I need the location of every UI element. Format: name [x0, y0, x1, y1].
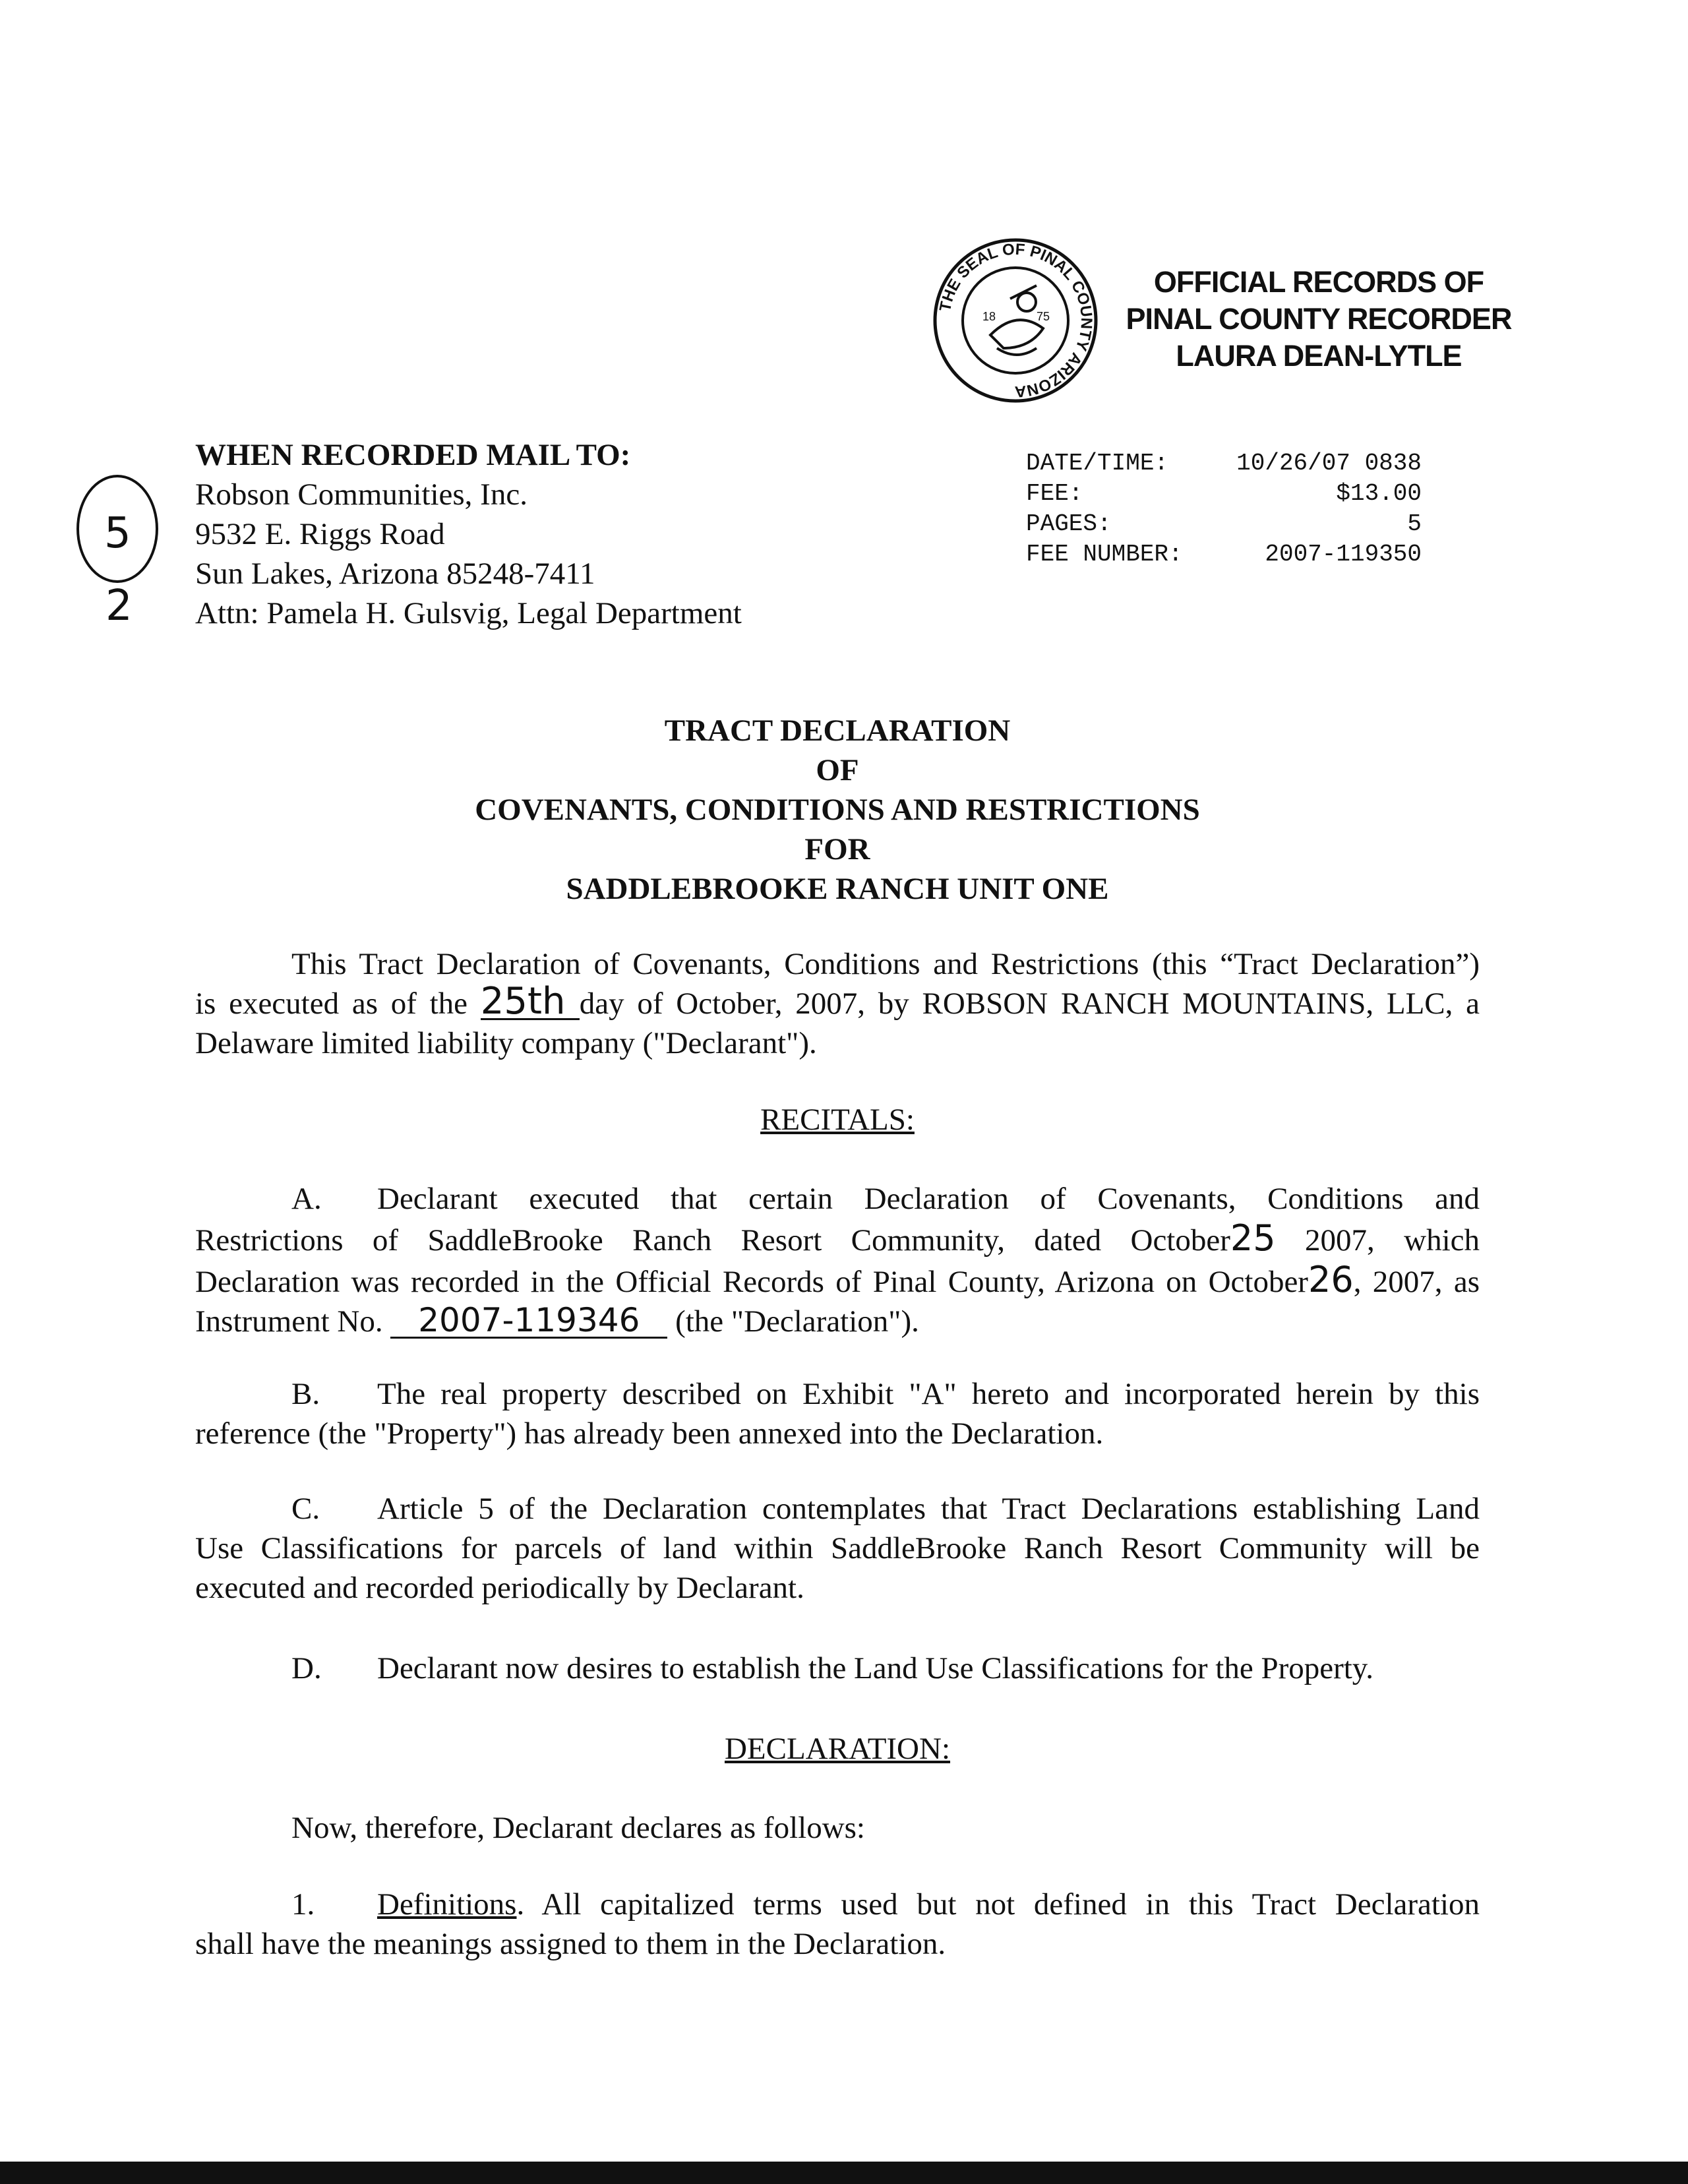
- recital-c-line-2: Use Classifications for parcels of land within SaddleBrooke Ranch Resort Community will be: [195, 1531, 1480, 1565]
- section-1-line-2: shall have the meanings assigned to them in the Declaration.: [195, 1927, 946, 1961]
- recorder-line-3: LAURA DEAN-LYTLE: [1176, 339, 1462, 373]
- recitals-heading: RECITALS:: [760, 1103, 915, 1137]
- intro-paragraph: [195, 944, 1480, 1063]
- section-1-line-1: 1. Definitions. All capitalized terms used but not defined in this Tract Declaration: [195, 1885, 1480, 1924]
- section-1-number: 1.: [291, 1887, 315, 1922]
- seal-year-left: 18: [982, 310, 996, 323]
- title-line-5: SADDLEBROOKE RANCH UNIT ONE: [566, 872, 1109, 906]
- scan-bottom-border: [0, 2162, 1688, 2184]
- record-fee-number-label: FEE NUMBER:: [1026, 541, 1183, 568]
- recital-b: [195, 1374, 1480, 1453]
- recital-c-line-1: C. Article 5 of the Declaration contemplates that Tract Declarations establishing Land: [195, 1489, 1480, 1529]
- recital-d-line-1: D. Declarant now desires to establish the Land Use Classifications for the Property.: [195, 1649, 1480, 1688]
- recital-b-line-1: B. The real property described on Exhibit "A" hereto and incorporated herein by this: [195, 1374, 1480, 1414]
- recital-a: [195, 1179, 1480, 1341]
- intro-line-3: Delaware limited liability company ("Declarant").: [195, 1026, 817, 1060]
- record-fee-number-row: [1026, 539, 1422, 570]
- title-line-4: FOR: [804, 832, 870, 866]
- recital-b-line-2: reference (the "Property") has already been annexed into the Declaration.: [195, 1416, 1104, 1451]
- record-fee-label: FEE:: [1026, 480, 1083, 507]
- mail-to-line-3: Sun Lakes, Arizona 85248-7411: [195, 557, 595, 591]
- intro-handwritten-day: 25th: [481, 985, 580, 1020]
- mail-to-heading: WHEN RECORDED MAIL TO:: [195, 438, 631, 472]
- recital-b-letter: B.: [291, 1377, 320, 1411]
- mail-to-line-2: 9532 E. Riggs Road: [195, 517, 445, 551]
- section-1: [195, 1885, 1480, 1964]
- recital-a-handwritten-instrument: 2007-119346: [390, 1304, 667, 1339]
- recital-a-handwritten-recorded-day: 26: [1308, 1259, 1354, 1300]
- recital-a-line-3: Declaration was recorded in the Official Records of Pinal County, Arizona on October26, 2007, as: [195, 1259, 1480, 1300]
- recital-d-letter: D.: [291, 1651, 322, 1685]
- recital-c-letter: C.: [291, 1492, 320, 1526]
- record-fee-number-value: 2007-119350: [1265, 541, 1422, 568]
- record-date-label: DATE/TIME:: [1026, 450, 1169, 477]
- recorder-line-1: OFFICIAL RECORDS OF: [1153, 265, 1484, 299]
- recital-c-line-3: executed and recorded periodically by Declarant.: [195, 1571, 804, 1605]
- document-title: [195, 711, 1480, 909]
- title-line-1: TRACT DECLARATION: [664, 713, 1011, 748]
- record-info: [1026, 448, 1422, 570]
- record-date-value: 10/26/07 0838: [1236, 450, 1422, 477]
- declaration-heading: DECLARATION:: [724, 1732, 951, 1766]
- recorder-header: [1108, 264, 1530, 375]
- recorder-line-2: PINAL COUNTY RECORDER: [1126, 302, 1512, 336]
- record-pages-value: 5: [1407, 510, 1422, 537]
- section-1-heading: Definitions: [377, 1887, 517, 1922]
- record-pages-label: PAGES:: [1026, 510, 1112, 537]
- seal-emblem-icon: [990, 286, 1043, 355]
- seal-year-right: 75: [1037, 310, 1050, 323]
- title-line-3: COVENANTS, CONDITIONS AND RESTRICTIONS: [475, 793, 1200, 827]
- record-fee-value: $13.00: [1336, 480, 1422, 507]
- recital-a-line-1: A. Declarant executed that certain Declaration of Covenants, Conditions and: [195, 1179, 1480, 1219]
- recital-d: [195, 1649, 1480, 1688]
- margin-note-top: 5: [104, 509, 131, 558]
- mail-to-line-4: Attn: Pamela H. Gulsvig, Legal Department: [195, 596, 742, 630]
- margin-note-bottom: 2: [106, 582, 133, 630]
- intro-line-2: is executed as of the 25th day of October, 2007, by ROBSON RANCH MOUNTAINS, LLC, a: [195, 980, 1480, 1023]
- recital-c: [195, 1489, 1480, 1608]
- mail-to-block: [195, 435, 855, 633]
- record-pages-row: [1026, 509, 1422, 539]
- mail-to-line-1: Robson Communities, Inc.: [195, 477, 528, 512]
- recital-a-line-2: Restrictions of SaddleBrooke Ranch Resort Community, dated October25 2007, which: [195, 1217, 1480, 1259]
- record-fee-row: [1026, 479, 1422, 509]
- record-date-row: [1026, 448, 1422, 479]
- title-line-2: OF: [816, 753, 859, 787]
- recital-a-handwritten-dated-day: 25: [1230, 1217, 1276, 1259]
- seal-ring-text: THE SEAL OF PINAL COUNTY ARIZONA: [936, 240, 1096, 401]
- margin-note-circle: [66, 475, 178, 633]
- recital-a-line-4: Instrument No. 2007-119346 (the "Declaration").: [195, 1301, 919, 1339]
- intro-line-1: This Tract Declaration of Covenants, Conditions and Restrictions (this “Tract Declaration”): [291, 947, 1480, 981]
- now-therefore-line: Now, therefore, Declarant declares as follows:: [291, 1811, 865, 1845]
- recital-a-letter: A.: [291, 1182, 322, 1216]
- county-seal: [931, 236, 1100, 405]
